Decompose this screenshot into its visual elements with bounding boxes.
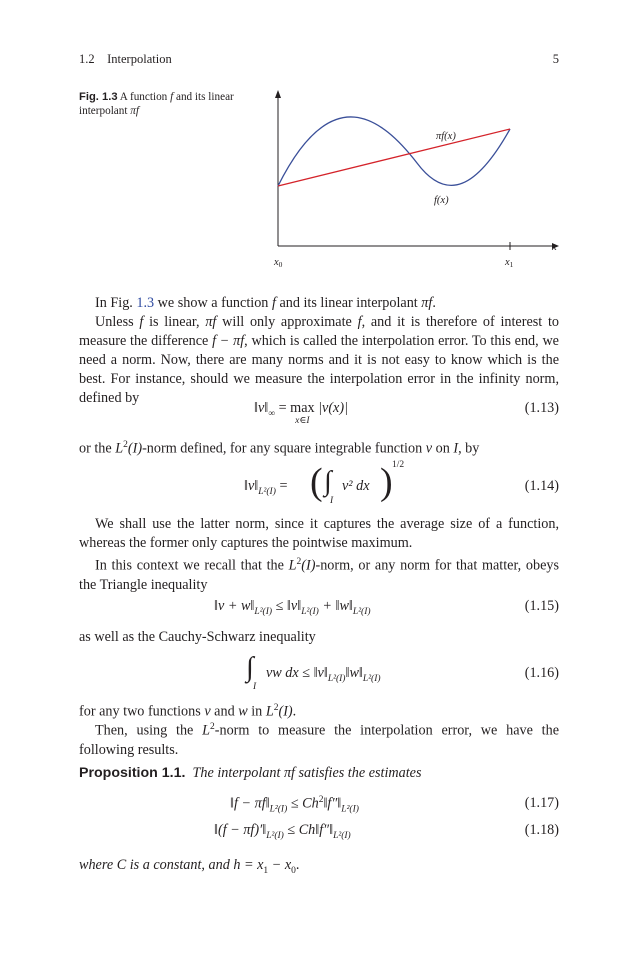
- section-title: Interpolation: [107, 52, 172, 66]
- page-number: 5: [552, 52, 559, 66]
- eqnum-1-13: (1.13): [524, 400, 559, 416]
- label-x0: x0: [274, 257, 283, 268]
- caption-text-2: and its linear interpolant: [79, 91, 234, 117]
- eqnum-1-17: (1.17): [524, 795, 559, 811]
- function-curve: [278, 117, 510, 186]
- running-header: [79, 52, 172, 67]
- figure-ref-link[interactable]: 1.3: [136, 295, 155, 311]
- caption-text: A function: [119, 91, 168, 103]
- eqnum-1-15: (1.15): [524, 598, 559, 614]
- where-clause: where C is a constant, and $h = x_1 - x_0$.: [79, 857, 300, 876]
- figure-label: Fig. 1.3: [79, 91, 118, 103]
- paragraph-6: as well as the Cauchy-Schwarz inequality: [79, 629, 316, 645]
- eqnum-1-18: (1.18): [524, 822, 559, 838]
- section-number: 1.2: [79, 52, 95, 66]
- label-x1: x1: [505, 257, 514, 268]
- label-f: f(x): [434, 195, 449, 206]
- equation-1-18: ‖(f − $\pi f)'‖_{L^2(I)}$ ≤ $Ch‖f''‖_{L^2(I)}$: [214, 822, 351, 841]
- caption-f: f: [170, 91, 174, 103]
- paragraph-7: for any two functions v and w in $L^2(I)$.: [79, 703, 297, 720]
- eqnum-1-14: (1.14): [524, 478, 559, 494]
- figure-caption: [79, 90, 239, 118]
- paragraph-3: or the $L^2(I)$-norm defined, for any square integrable function v on I, by: [79, 440, 480, 457]
- proposition-1-1: [79, 764, 559, 783]
- equation-1-16: ∫ I vw dx ≤ $‖v‖_{L^2(I)}‖w‖_{L^2(I)}$: [246, 652, 381, 692]
- paragraph-1: In Fig. 1.3 we show a function f and its linear interpolant πf.: [95, 295, 436, 311]
- paragraph-8: Then, using the $L^2$-norm to measure the interpolation error, we have the following results.: [79, 722, 559, 758]
- proposition-label: Proposition 1.1.: [79, 765, 186, 781]
- paragraph-5: In this context we recall that the $L^2(I)$-norm, or any norm for that matter, obeys the Triangle inequality: [79, 557, 559, 593]
- caption-pif: πf: [130, 105, 139, 117]
- interpolation-figure: [262, 88, 562, 268]
- equation-1-17: ‖f − $\pi f‖_{L^2(I)}$ ≤ $Ch^2‖f''‖_{L^2(I)}$: [230, 795, 359, 815]
- label-x: x: [552, 242, 557, 253]
- y-axis-arrow: [275, 90, 281, 98]
- proposition-text: The interpolant πf satisfies the estimates: [192, 765, 422, 781]
- paragraph-2: Unless f is linear, πf will only approximate f, and it is therefore of interest to measure the difference f − πf, which is called the interpolation error. To this end, we need a norm. Now, there are many norms and it is not easy to know which is the best. For instance, should we measure the interpolation error in the infinity norm, defined by: [79, 314, 559, 406]
- label-pif: πf(x): [436, 131, 456, 142]
- eqnum-1-16: (1.16): [524, 665, 559, 681]
- equation-1-13: $‖v‖_\infty$ = max x∈I |v(x)|: [254, 400, 348, 426]
- paragraph-4: We shall use the latter norm, since it captures the average size of a function, whereas the former only captures the pointwise maximum.: [79, 516, 559, 551]
- equation-1-15: ‖v + $w‖_{L^2(I)}$ ≤ $‖v‖_{L^2(I)}$ + $‖w‖_{L^2(I)}$: [214, 598, 371, 617]
